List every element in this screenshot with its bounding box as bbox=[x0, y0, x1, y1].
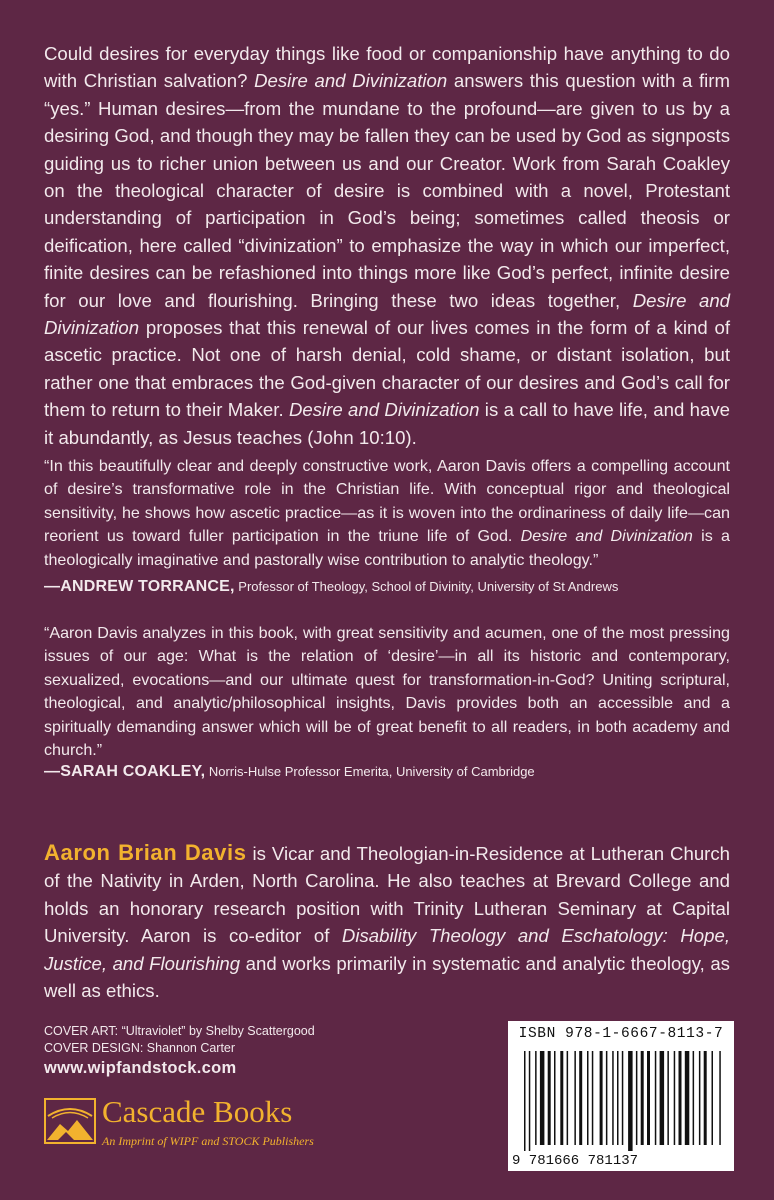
barcode-bar bbox=[636, 1051, 638, 1145]
barcode-bar bbox=[693, 1051, 695, 1145]
barcode-bar bbox=[719, 1051, 721, 1145]
book-title-mention: Desire and Divinization bbox=[44, 289, 730, 339]
barcode-bar bbox=[674, 1051, 676, 1145]
barcode-bar bbox=[560, 1051, 563, 1145]
barcode-bar bbox=[567, 1051, 569, 1145]
publisher-name: Cascade Books bbox=[102, 1094, 293, 1129]
endorsement-attribution bbox=[44, 578, 618, 596]
barcode-bar bbox=[628, 1051, 633, 1151]
book-title-mention: Desire and Divinization bbox=[520, 527, 693, 546]
barcode-bar bbox=[524, 1051, 526, 1151]
endorser-affiliation: Professor of Theology, School of Divinity, University of St Andrews bbox=[234, 579, 619, 594]
isbn-label: ISBN 978-1-6667-8113-7 bbox=[518, 1026, 724, 1042]
publisher-imprint: An Imprint of WIPF and STOCK Publishers bbox=[102, 1134, 314, 1148]
endorser-affiliation: Norris-Hulse Professor Emerita, University of Cambridge bbox=[205, 764, 535, 779]
barcode-bar bbox=[685, 1051, 690, 1145]
barcode-bar bbox=[617, 1051, 619, 1145]
cover-art-credit: COVER ART: “Ultraviolet” by Shelby Scattergood bbox=[44, 1024, 315, 1038]
book-title-mention: Desire and Divinization bbox=[254, 70, 448, 92]
endorser-name: —ANDREW TORRANCE, bbox=[44, 578, 235, 595]
barcode-bars bbox=[524, 1051, 724, 1151]
barcode-bar bbox=[679, 1051, 682, 1145]
endorsement-quote: “In this beautifully clear and deeply constructive work, Aaron Davis offers a compelling account of desire’s transformative role in the Christian life. With conceptual rigor and theological sensitivity, he shows how ascetic practice—as it is woven into the ordinariness of daily life—can reorient us toward fuller participation in the triune life of God. Desire and Divinization is a theologically imaginative and pastorally wise contribution to analytic theology.” bbox=[44, 457, 730, 569]
back-cover-blurb: Could desires for everyday things like food or companionship have anything to do with Christian salvation? Desire and Divinization answers this question with a firm “yes.” Human desires—from the mundane to the profound—are given to us by a desiring God, and though they may be fallen they can be used by God as signposts guiding us to richer union between us and our Creator. Work from Sarah Coakley on the theological character of desire is combined with a novel, Protestant understanding of participation in God’s being; sometimes called theosis or deification, here called “divinization” to emphasize the way in which our imperfect, finite desires can be refashioned into things more like God’s perfect, infinite desire for our love and flourishing. Bringing these two ideas together, Desire and Divinization proposes that this renewal of our lives comes in the form of a kind of ascetic practice. Not one of harsh denial, cold shame, or distant isolation, but rather one that embraces the God-given character of our desires and God’s call for them to return to their Maker. Desire and Divinization is a call to have life, and have it abundantly, as Jesus teaches (John 10:10). bbox=[44, 43, 730, 448]
barcode-bar bbox=[655, 1051, 657, 1145]
barcode-bar bbox=[622, 1051, 624, 1145]
barcode-bar bbox=[529, 1051, 531, 1151]
barcode-bar bbox=[554, 1051, 556, 1145]
barcode-bar bbox=[587, 1051, 589, 1145]
barcode-bar bbox=[612, 1051, 614, 1145]
book-title-mention: Desire and Divinization bbox=[288, 399, 480, 421]
barcode-bar bbox=[704, 1051, 707, 1145]
barcode-bar bbox=[574, 1051, 576, 1145]
barcode-bar bbox=[647, 1051, 650, 1145]
barcode-bar bbox=[660, 1051, 665, 1145]
endorsement-attribution bbox=[44, 763, 535, 781]
barcode-bar bbox=[592, 1051, 594, 1145]
barcode-bar bbox=[667, 1051, 669, 1145]
barcode-bar bbox=[699, 1051, 701, 1145]
barcode-bar bbox=[600, 1051, 603, 1145]
isbn-barcode bbox=[508, 1021, 734, 1171]
endorser-name: —SARAH COAKLEY, bbox=[44, 763, 206, 780]
author-bio: Aaron Brian Davis is Vicar and Theologian-in-Residence at Lutheran Church of the Nativity in Arden, North Carolina. He also teaches at Brevard College and holds an honorary research position with Trinity Lutheran Seminary at Capital University. Aaron is co-editor of Disability Theology and Eschatology: Hope, Justice, and Flourishing and works primarily in systematic and analytic theology, as well as ethics. bbox=[44, 840, 730, 1002]
barcode-bar bbox=[579, 1051, 582, 1145]
endorsement-quote: “Aaron Davis analyzes in this book, with great sensitivity and acumen, one of the most pressing issues of our age: What is the relation of ‘desire’—in all its historic and contemporary, sexualized, evocations—and our ultimate quest for transformation-in-God? Uniting scriptural, theological, and analytic/philosophical insights, Davis provides both an accessible and a spiritually demanding answer which will be of great benefit to all readers, in both academy and church.” bbox=[44, 624, 730, 760]
cover-design-credit: COVER DESIGN: Shannon Carter bbox=[44, 1041, 236, 1055]
barcode-bar bbox=[548, 1051, 551, 1145]
mountain-sunrise-icon bbox=[44, 1098, 96, 1144]
barcode-bar bbox=[535, 1051, 537, 1145]
barcode-bar bbox=[540, 1051, 545, 1145]
barcode-bar bbox=[606, 1051, 608, 1145]
author-name: Aaron Brian Davis bbox=[44, 840, 247, 865]
coedited-book-title: Disability Theology and Eschatology: Hope, Justice, and Flourishing bbox=[44, 925, 730, 974]
cover-credits bbox=[44, 1023, 315, 1057]
publisher-logo bbox=[44, 1094, 344, 1154]
barcode-bar bbox=[641, 1051, 644, 1145]
publisher-website: www.wipfandstock.com bbox=[44, 1059, 237, 1077]
barcode-bar bbox=[712, 1051, 714, 1145]
barcode-digits: 9 781666 781137 bbox=[512, 1153, 639, 1169]
